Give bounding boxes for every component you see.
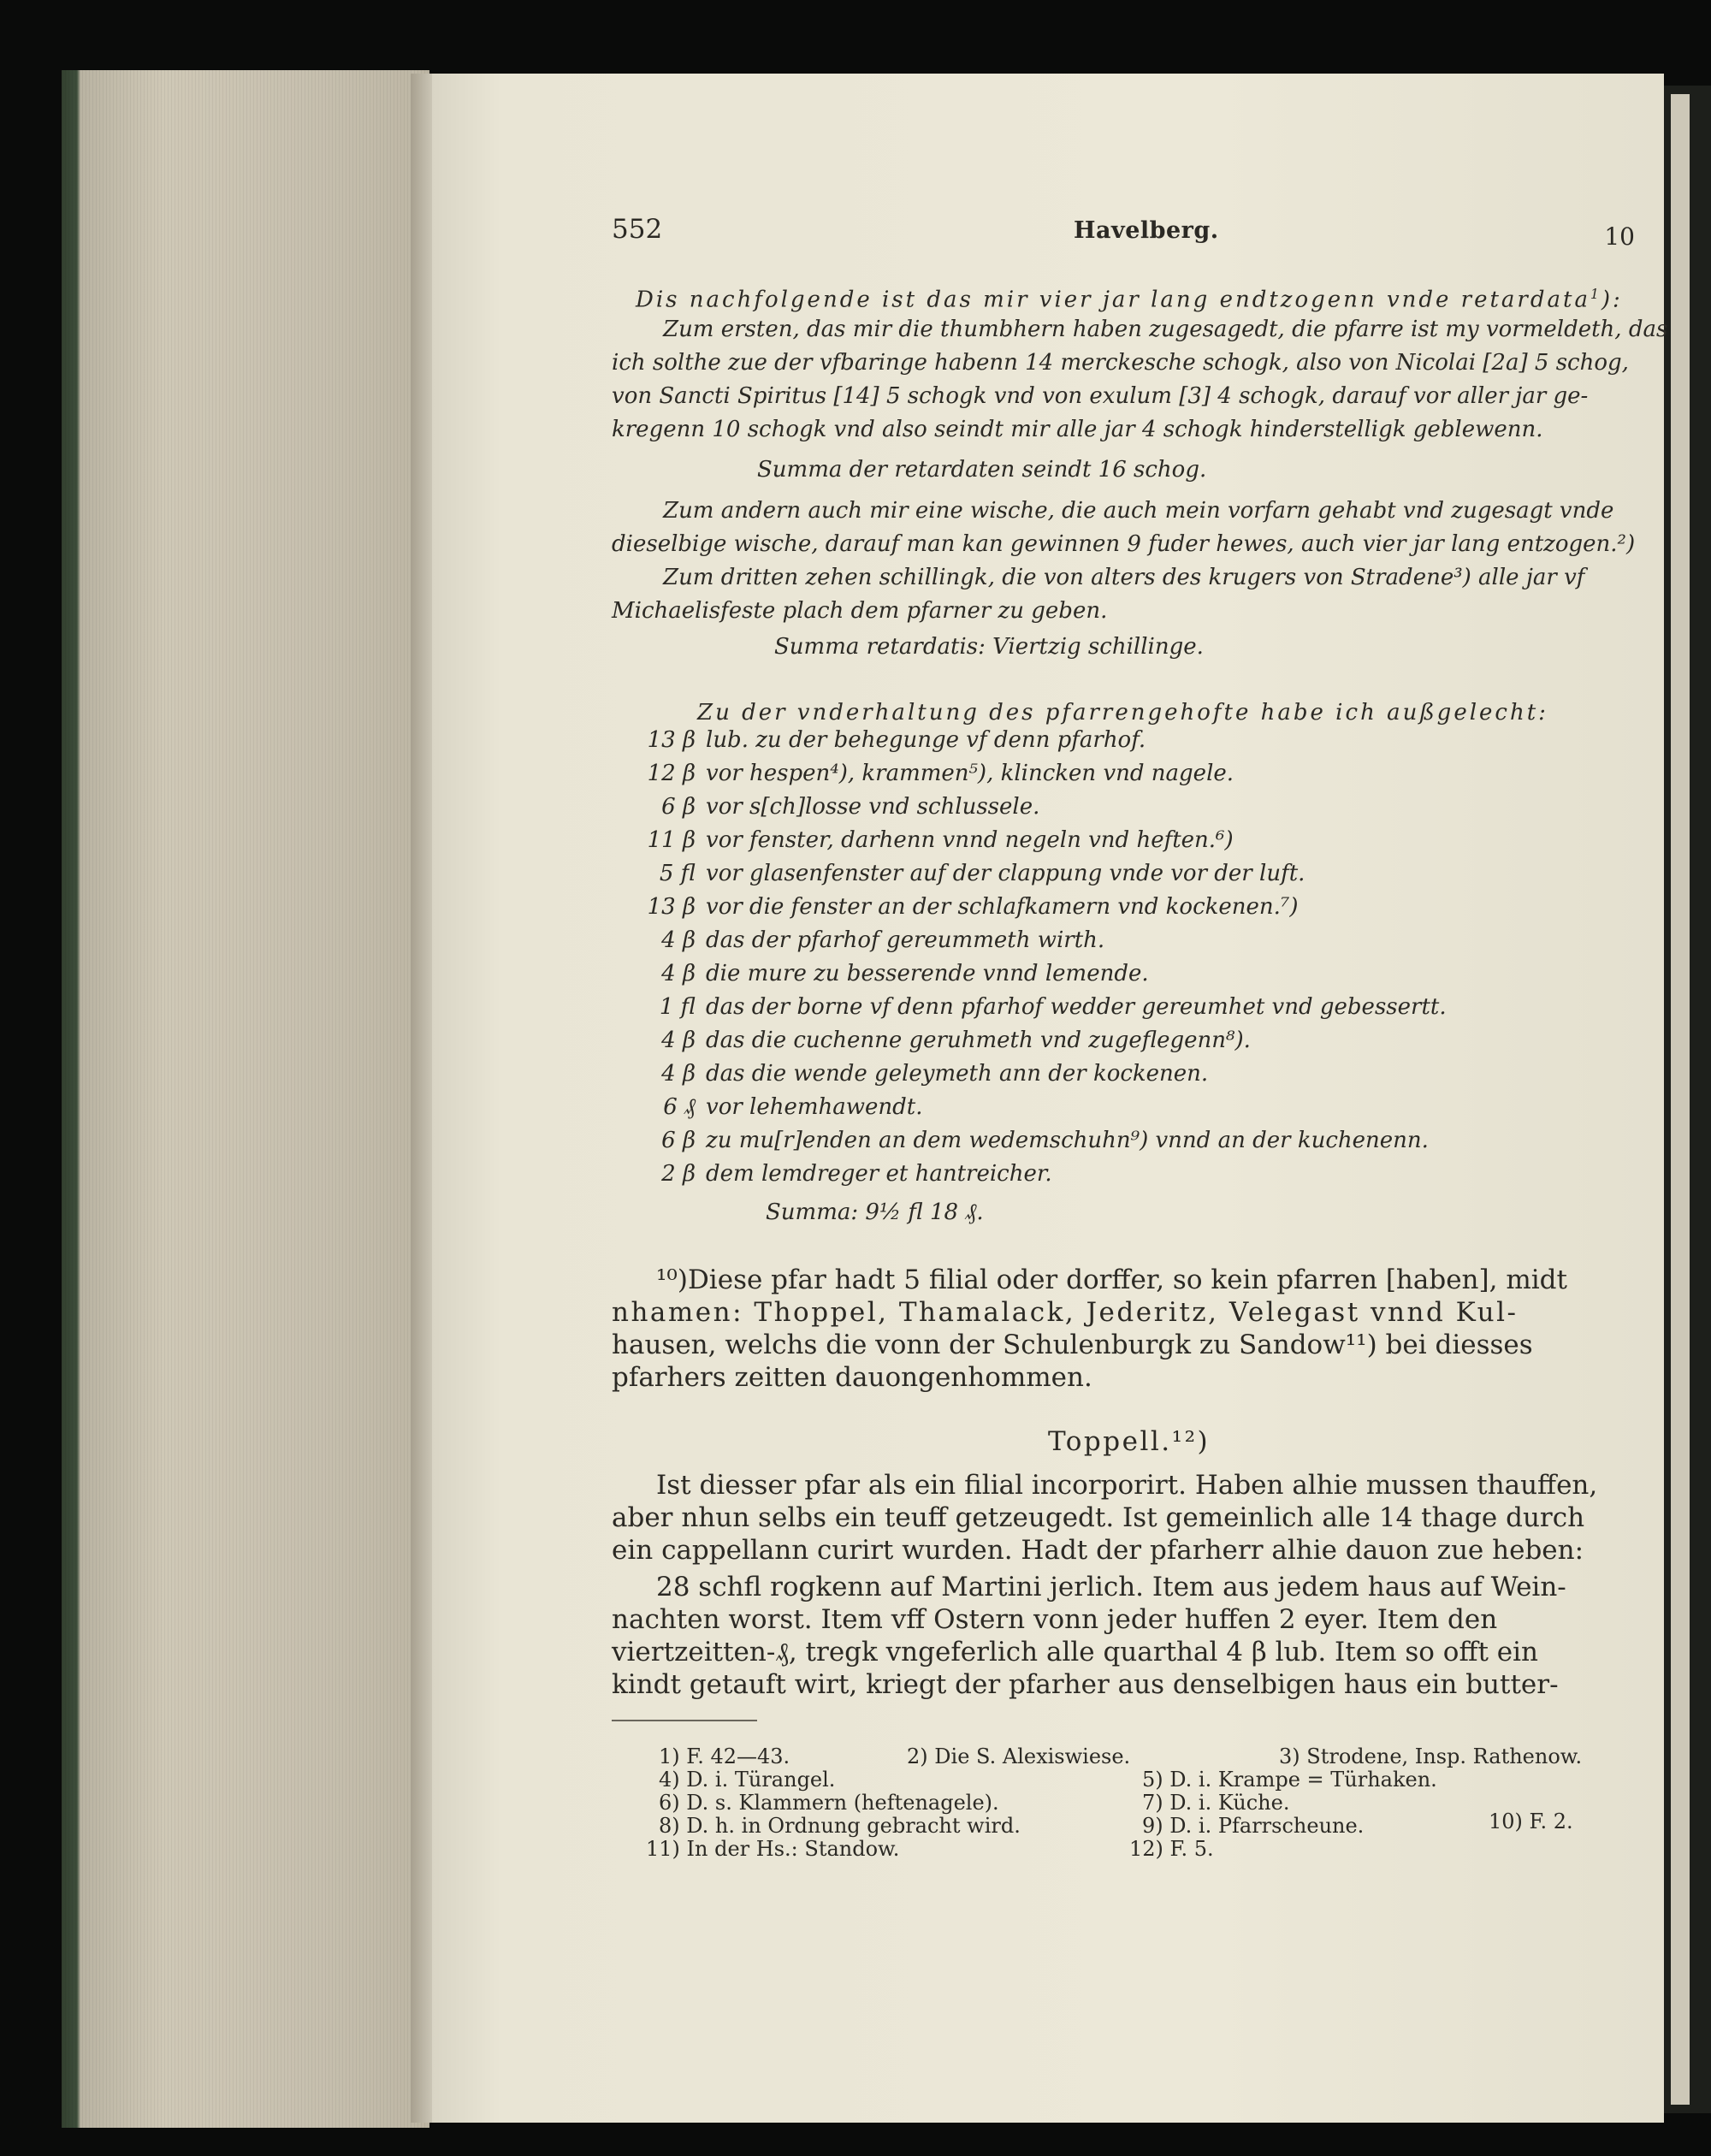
toppell-line: viertzeitten-₰, tregk vngeferlich alle quarthal 4 β lub. Item so offt ein [612,1637,1539,1667]
footnote: 6) D. s. Klammern (heftenagele). [659,1791,999,1815]
retardata-line: ich solthe zue der vfbaringe habenn 14 merckesche schogk, also von Nicolai [2a] 5 schog, [612,350,1629,376]
footnote: 12) F. 5. [1129,1837,1214,1861]
toppell-line: ein cappellann curirt wurden. Hadt der pfarherr alhie dauon zue heben: [612,1535,1584,1566]
footnote: 10) F. 2. [1489,1810,1573,1833]
running-title: Havelberg. [1074,217,1219,244]
signature-mark: 10 [1604,222,1635,251]
toppell-line: aber nhun selbs ein teuff getzeugedt. Ist gemeinlich alle 14 thage durch [612,1502,1585,1533]
footnote: 2) Die S. Alexiswiese. [907,1744,1131,1768]
facing-page-edge [1664,86,1711,2113]
toppell-heading: Toppell.¹²) [1048,1426,1211,1457]
footnote-rule [612,1720,757,1721]
footnote: 9) D. i. Pfarrscheune. [1142,1814,1365,1838]
page-number: 552 [612,214,663,245]
footnote: 5) D. i. Krampe = Türhaken. [1142,1768,1437,1792]
retardata-line: Zum andern auch mir eine wische, die auch mein vorfarn gehabt vnd zugesagt vnde [663,498,1614,524]
footnote: 4) D. i. Türangel. [659,1768,836,1792]
footnote: 7) D. i. Küche. [1142,1791,1290,1815]
filial-line: nhamen: Thoppel, Thamalack, Jederitz, Velegast vnnd Kul- [612,1297,1519,1328]
unterhaltung-summa: Summa: 9½ fl 18 ₰. [766,1199,984,1225]
page-header [612,205,1635,251]
retardata-summa: Summa der retardaten seindt 16 schog. [757,457,1207,483]
toppell-line: nachten worst. Item vff Ostern vonn jeder huffen 2 eyer. Item den [612,1604,1498,1635]
footnote: 1) F. 42—43. [659,1744,790,1768]
book-page-edges [62,70,429,2128]
retardata-summa: Summa retardatis: Viertzig schillinge. [774,634,1204,660]
footnote: 3) Strodene, Insp. Rathenow. [1279,1744,1583,1768]
filial-line: ¹⁰)Diese pfar hadt 5 filial oder dorffer, so kein pfarren [haben], midt [656,1265,1567,1295]
retardata-line: Zum dritten zehen schillingk, die von alters des krugers von Stradene³) alle jar vf [663,565,1585,590]
filial-line: hausen, welchs die vonn der Schulenburgk zu Sandow¹¹) bei diesses [612,1330,1533,1360]
toppell-line: 28 schfl rogkenn auf Martini jerlich. Item aus jedem haus auf Wein- [656,1572,1566,1602]
footnote: 11) In der Hs.: Standow. [646,1837,900,1861]
toppell-line: Ist diesser pfar als ein filial incorporirt. Haben alhie mussen thauffen, [656,1470,1598,1501]
filial-line: pfarhers zeitten dauongenhommen. [612,1362,1092,1393]
retardata-line: dieselbige wische, darauf man kan gewinnen 9 fuder hewes, auch vier jar lang entzogen.²) [612,531,1636,557]
retardata-line: Michaelisfeste plach dem pfarner zu geben. [612,598,1108,624]
toppell-line: kindt getauft wirt, kriegt der pfarher aus denselbigen haus ein butter- [612,1669,1559,1700]
retardata-line: Zum ersten, das mir die thumbhern haben zugesagedt, die pfarre ist my vormeldeth, das [663,317,1668,342]
retardata-line: kregenn 10 schogk vnd also seindt mir alle jar 4 schogk hinderstelligk geblewenn. [612,417,1543,442]
retardata-line: von Sancti Spiritus [14] 5 schogk vnd von exulum [3] 4 schogk, darauf vor aller jar ge- [612,383,1589,409]
footnote: 8) D. h. in Ordnung gebracht wird. [659,1814,1021,1838]
unterhaltung-heading: Zu der vnderhaltung des pfarrengehofte habe ich außgelecht: [697,700,1548,726]
retardata-heading: Dis nachfolgende ist das mir vier jar lang endtzogenn vnde retardata$^1$): [636,287,1623,313]
